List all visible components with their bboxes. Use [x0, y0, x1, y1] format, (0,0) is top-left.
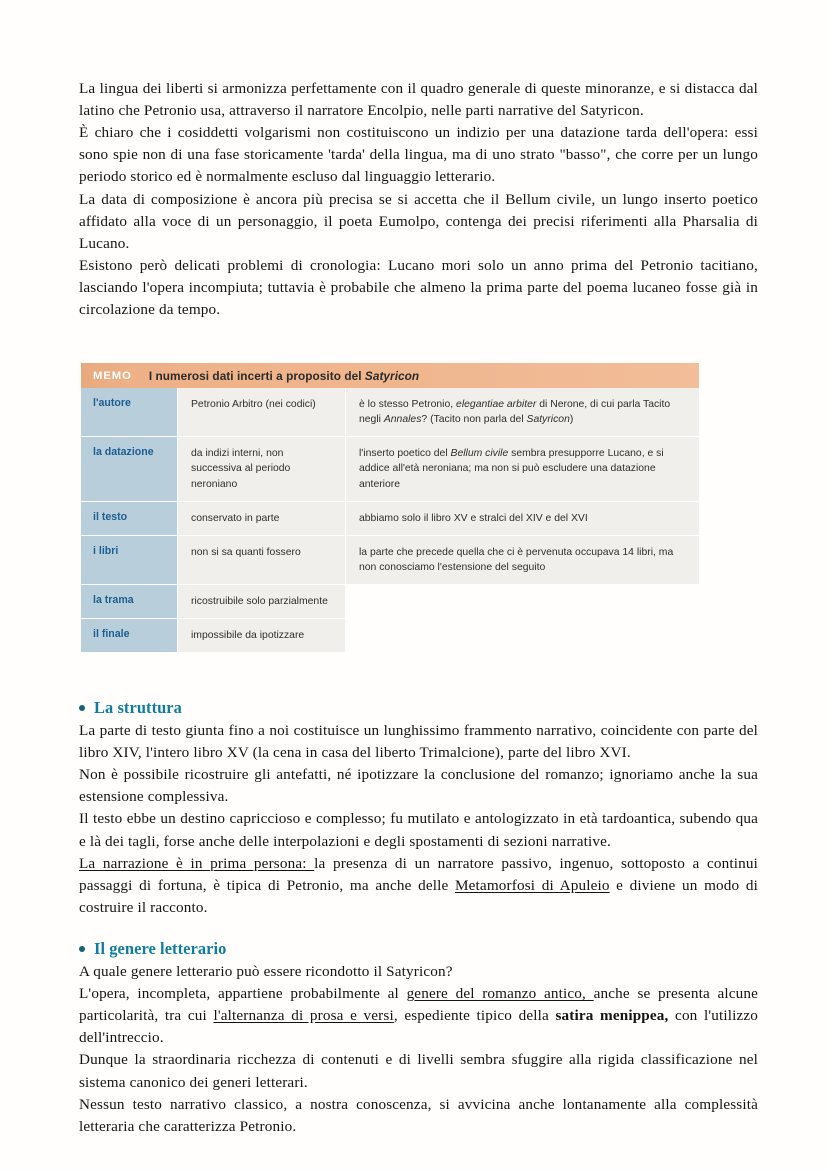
text-run: Il testo ebbe un destino capriccioso e complesso; fu mutilato e antologizzato in età tardoantica, subendo qua e là dei tagli, forse anche delle interpolazioni e degli spostamenti di sezioni narrative. — [79, 810, 758, 850]
paragraph — [79, 1049, 758, 1093]
table-cell-label: i libri — [81, 536, 177, 584]
section-heading-label: La struttura — [94, 697, 182, 717]
text-run: La narrazione è in prima persona: — [79, 854, 315, 872]
text-run: l'inserto poetico del — [359, 448, 451, 460]
table-cell-empty — [345, 585, 699, 618]
paragraph — [79, 78, 758, 122]
text-run: L'opera, incompleta, appartiene probabilmente al — [79, 985, 407, 1003]
text-run: La lingua dei liberti si armonizza perfettamente con il quadro generale di queste minoranze, e si distacca dal latino che Petronio usa, attraverso il narratore Encolpio, nelle parti narrative del Satyricon. — [79, 80, 758, 120]
text-run: ? (Tacito non parla del — [421, 414, 527, 426]
table-cell-summary: da indizi interni, non successiva al periodo neroniano — [177, 437, 345, 500]
text-run: Metamorfosi di Apuleio — [455, 876, 610, 894]
table-cell-detail — [345, 437, 699, 500]
text-run: Nessun testo narrativo classico, a nostra conoscenza, si avvicina anche lontanamente alla complessità letteraria che caratterizza Petronio. — [79, 1095, 758, 1135]
table-cell-summary: conservato in parte — [177, 502, 345, 535]
text-run: Annales — [383, 414, 422, 426]
text-run: anche se presenta alcune particolarità, tra cui — [79, 985, 759, 1025]
paragraph — [79, 983, 758, 1049]
paragraph — [79, 1094, 758, 1138]
paragraph — [79, 122, 758, 188]
text-run: la presenza di un narratore passivo, ingenuo, sottoposto a continui passaggi di fortuna, è tipica di Petronio, ma anche delle — [79, 854, 758, 894]
text-run: elegantiae arbiter — [456, 399, 537, 411]
table-cell-label: la trama — [81, 585, 177, 618]
text-run: Bellum civile — [450, 448, 509, 460]
text-run: , espediente tipico della — [393, 1007, 556, 1025]
paragraph — [79, 720, 758, 764]
section-heading-label: Il genere letterario — [94, 938, 227, 958]
bullet-icon — [79, 946, 85, 952]
intro-paragraph-block — [79, 78, 758, 321]
table-cell-summary: ricostruibile solo parzialmente — [177, 585, 345, 618]
memo-table-title — [149, 369, 419, 383]
table-cell-label: il finale — [81, 619, 177, 652]
text-run: La data di composizione è ancora più precisa se si accetta che il Bellum civile, un lungo inserto poetico affidato alla voce di un personaggio, il poeta Eumolpo, contenga dei precisi riferimenti alla Pharsalia di Lucano. — [79, 190, 758, 252]
table-row — [81, 437, 699, 501]
memo-table-body — [81, 388, 699, 652]
spacer — [79, 652, 758, 698]
memo-table — [81, 363, 699, 652]
table-cell-detail — [345, 536, 699, 584]
table-cell-label: l'autore — [81, 388, 177, 436]
text-run: satira menippea, — [555, 1007, 669, 1025]
section-il-genere-letterario — [79, 939, 758, 1138]
text-run: l'alternanza di prosa e versi — [213, 1007, 394, 1025]
paragraph — [79, 255, 758, 321]
table-cell-label: il testo — [81, 502, 177, 535]
table-cell-detail — [345, 502, 699, 535]
text-run: La parte di testo giunta fino a noi costituisce un lunghissimo frammento narrativo, coincidente con parte del libro XIV, l'intero libro XV (la cena in casa del liberto Trimalcione), parte del libro XVI. — [79, 721, 758, 762]
table-cell-summary: non si sa quanti fossero — [177, 536, 345, 584]
text-run: ) — [569, 414, 574, 426]
text-run: Satyricon — [526, 414, 570, 426]
paragraph — [79, 764, 758, 808]
spacer — [79, 919, 758, 939]
bullet-icon — [79, 705, 85, 711]
text-run: Non è possibile ricostruire gli antefatti, né ipotizzare la conclusione del romanzo; ignoriamo anche la sua estensione complessiva. — [79, 766, 758, 806]
text-run: è lo stesso Petronio, — [359, 399, 457, 411]
table-cell-detail — [345, 388, 699, 436]
section-heading-struttura — [79, 698, 758, 718]
spacer — [79, 321, 758, 363]
memo-title-plain: I numerosi dati incerti a proposito del — [148, 368, 365, 383]
table-cell-summary: Petronio Arbitro (nei codici) — [177, 388, 345, 436]
text-run: abbiamo solo il libro XV e stralci del XIV e del XVI — [359, 512, 588, 524]
table-cell-summary: impossibile da ipotizzare — [177, 619, 345, 652]
paragraph — [79, 808, 758, 852]
text-run: A quale genere letterario può essere ricondotto il Satyricon? — [79, 962, 453, 980]
memo-table-header — [81, 363, 699, 388]
table-row — [81, 536, 699, 585]
paragraph — [79, 189, 758, 255]
text-run: e diviene un modo di costruire il racconto. — [79, 876, 758, 916]
table-cell-empty — [345, 619, 699, 652]
text-run: di Nerone, di cui parla Tacito negli — [359, 399, 671, 426]
memo-tag-label: MEMO — [93, 369, 132, 382]
table-row — [81, 502, 699, 536]
table-row — [81, 585, 699, 619]
section-la-struttura — [79, 698, 758, 919]
text-run: Dunque la straordinaria ricchezza di contenuti e di livelli sembra sfuggire alla rigida classificazione nel sistema canonico dei generi letterari. — [79, 1051, 758, 1091]
text-run: genere del romanzo antico, — [406, 985, 594, 1003]
paragraph — [79, 853, 758, 919]
table-row — [81, 388, 699, 437]
text-run: Esistono però delicati problemi di cronologia: Lucano mori solo un anno prima del Petronio tacitiano, lasciando l'opera incompiuta; tuttavia è probabile che almeno la prima parte del poema lucaneo fosse già in circolazione da tempo. — [79, 256, 758, 319]
text-run: la parte che precede quella che ci è pervenuta occupava 14 libri, ma non conosciamo l'estensione del seguito — [359, 546, 674, 573]
memo-title-italic: Satyricon — [364, 368, 420, 383]
text-run: sembra presupporre Lucano, e si addice all'età neroniana; ma non si può escludere una datazione anteriore — [359, 448, 664, 490]
table-cell-label: la datazione — [81, 437, 177, 500]
table-row — [81, 619, 699, 652]
text-run: con l'utilizzo dell'intreccio. — [79, 1007, 759, 1047]
text-run: È chiaro che i cosiddetti volgarismi non costituiscono un indizio per una datazione tarda dell'opera: essi sono spie non di una fase storicamente 'tarda' della lingua, ma di uno strato "basso", che corre per un lungo periodo storico ed è normalmente escluso dal linguaggio letterario. — [79, 124, 758, 186]
paragraph — [79, 961, 758, 983]
section-heading-genere — [79, 939, 758, 959]
